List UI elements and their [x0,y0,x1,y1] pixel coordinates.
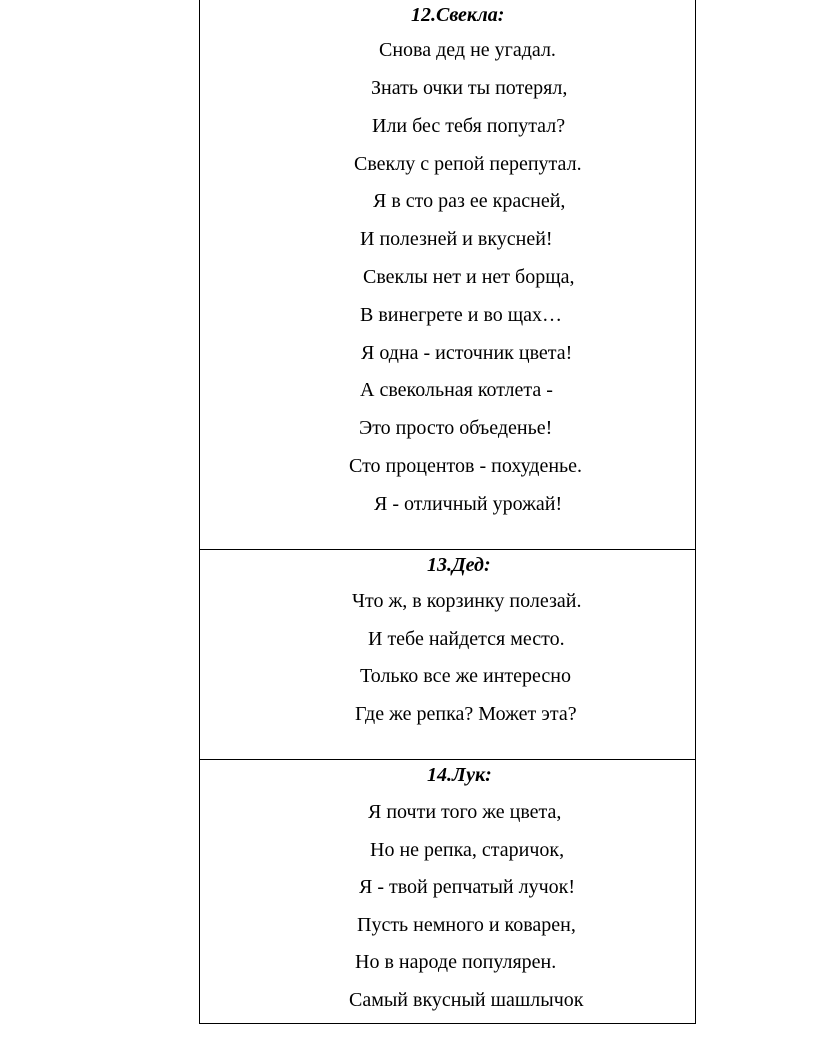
poem-line: В винегрете и во щах… [360,304,563,326]
section-heading: 12.Свекла: [411,4,505,26]
poem-line: Я в сто раз ее красней, [373,190,566,212]
poem-line: Пусть немного и коварен, [357,914,576,936]
poem-line: Я почти того же цвета, [368,801,562,823]
table-cell-beet [200,0,695,548]
poem-line: Это просто объеденье! [359,417,553,439]
poem-line: И полезней и вкусней! [360,228,553,250]
poem-line: Я - твой репчатый лучок! [359,876,576,898]
poem-line: Только все же интересно [360,665,571,687]
poem-line: Свеклу с репой перепутал. [354,153,582,175]
table-cell-grandpa [200,549,695,759]
poem-line: Что ж, в корзинку полезай. [352,590,582,612]
poem-line: Сто процентов - похуденье. [349,455,583,477]
poem-line: Или бес тебя попутал? [372,115,566,137]
poem-line: Свеклы нет и нет борща, [363,266,575,288]
poem-line: А свекольная котлета - [360,379,553,401]
poem-line: Я - отличный урожай! [374,493,563,515]
table-cell-onion [200,759,695,1023]
section-heading: 13.Дед: [427,554,491,576]
poem-line: Где же репка? Может эта? [355,703,577,725]
poem-table [199,0,696,1024]
poem-line: Самый вкусный шашлычок [349,989,584,1011]
poem-line: Но в народе популярен. [355,951,557,973]
section-heading: 14.Лук: [427,764,492,786]
poem-line: Знать очки ты потерял, [371,77,568,99]
poem-line: Но не репка, старичок, [370,839,565,861]
poem-line: И тебе найдется место. [368,628,565,650]
poem-line: Я одна - источник цвета! [361,342,573,364]
poem-line: Снова дед не угадал. [379,39,556,61]
